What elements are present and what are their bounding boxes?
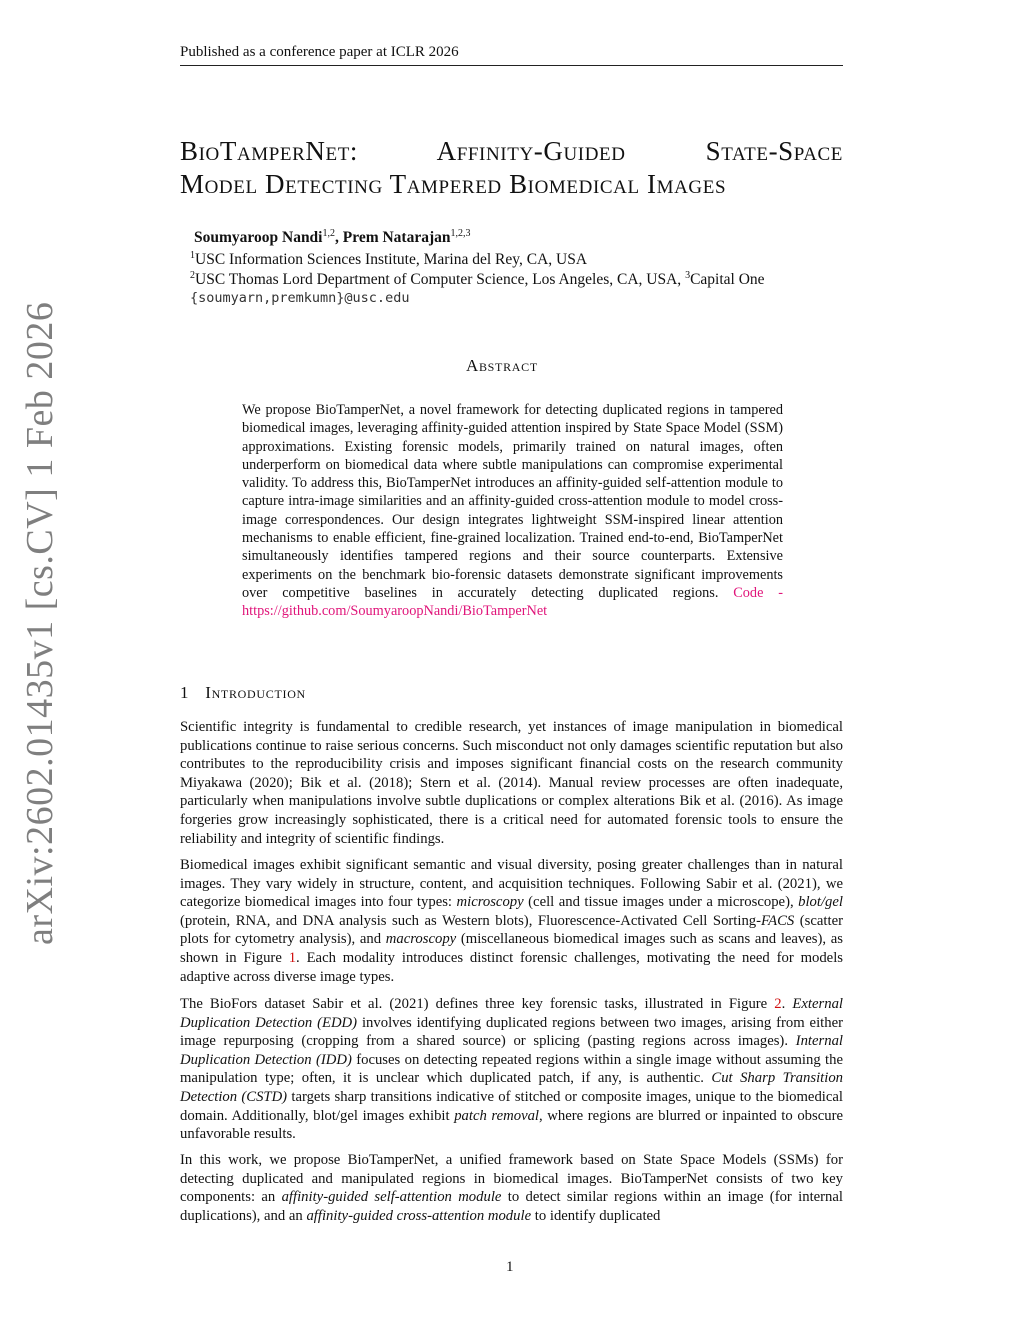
text-run: to identify duplicated (531, 1207, 661, 1224)
text-run: In this work, we propose BioTamperNet, a unified framework based on State Space Models (SSMs) for detecting duplicated and manipulated regions in biomedical images. BioTamperNet consists of two key components: an (180, 1152, 843, 1206)
italic-term: patch removal (454, 1107, 540, 1124)
running-header: Published as a conference paper at ICLR 2026 (180, 44, 459, 60)
author-email: {soumyarn,premkumn}@usc.edu (190, 290, 410, 306)
code-link[interactable]: Code - https://github.com/SoumyaroopNandi/BioTamperNet (242, 584, 783, 620)
abstract-text: We propose BioTamperNet, a novel framework for detecting duplicated regions in tampered biomedical images, leveraging affinity-guided attention inspired by State Space Model (SSM) approximations. Existing forensic models, primarily trained on natural images, often underperform on biomedical data where subtle manipulations can compromise experimental validity. To address this, BioTamperNet introduces an affinity-guided self-attention module to capture intra-image similarities and an affinity-guided cross-attention module to model cross-image correspondences. Our design integrates lightweight SSM-inspired linear attention mechanisms to enable efficient, fine-grained localization. Trained end-to-end, BioTamperNet simultaneously identifies tampered regions and their source counterparts. Extensive experiments on the benchmark bio-forensic datasets demonstrate significant improvements over competitive baselines in accurately detecting duplicated regions. (242, 402, 783, 601)
affiliation-mark: 2 (190, 270, 195, 281)
intro-paragraph-4 (180, 1151, 843, 1225)
section-title: Introduction (205, 683, 306, 702)
text-run: (cell and tissue images under a microscope), (523, 894, 799, 911)
text-run: Biomedical images exhibit significant semantic and visual diversity, posing greater challenges than in natural images. They vary widely in structure, content, and acquisition techniques. Following Sabir et al. (2021), we categorize biomedical images into four types: (180, 857, 843, 911)
italic-term: FACS (761, 912, 795, 929)
italic-term: affinity-guided cross-attention module (306, 1207, 532, 1224)
author-name: Prem Natarajan (342, 229, 451, 247)
paper-title-line-2: Model Detecting Tampered Biomedical Images (180, 169, 727, 199)
italic-term: affinity-guided self-attention module (281, 1189, 502, 1206)
text-run: to detect similar regions within an image (for internal duplications), and an (180, 1189, 844, 1224)
arxiv-identifier: arXiv:2602.01435v1 [cs.CV] 1 Feb 2026 (19, 301, 61, 945)
italic-term: Internal Duplication Detection (IDD) (180, 1033, 843, 1068)
italic-term: External Duplication Detection (EDD) (180, 996, 843, 1031)
text-run: . Each modality introduces distinct forensic challenges, motivating the need for models adaptive across diverse image types. (180, 949, 843, 985)
text-run: involves identifying duplicated regions between two images, arising from either image repurposing (cropping from a shared source) or splicing (pasting regions across images). (180, 1014, 843, 1050)
affiliation-mark: 1 (190, 250, 195, 261)
author-affiliation-mark: 1,2 (322, 228, 335, 239)
text-run: (miscellaneous biomedical images such as scans and leaves), as shown in Figure (180, 931, 843, 966)
italic-term: microscopy (456, 894, 524, 911)
italic-term: macroscopy (385, 931, 457, 948)
italic-term: blot/gel (798, 894, 843, 911)
text-run: The BioFors dataset Sabir et al. (2021) defines three key forensic tasks, illustrated in Figure (180, 996, 775, 1012)
affiliation-text: USC Information Sciences Institute, Marina del Rey, CA, USA (195, 251, 588, 269)
text-run: (scatter plots for cytometry analysis), and (180, 912, 843, 948)
paper-title-line-1: BioTamperNet: Affinity-Guided State-Space (180, 136, 843, 166)
intro-paragraph-3 (180, 995, 843, 1144)
section-heading-introduction (180, 683, 306, 703)
affiliation-1 (190, 250, 587, 269)
affiliation-text: Capital One (690, 271, 765, 289)
text-run: focuses on detecting repeated regions within a single image without assuming the manipulation type; often, it is unclear which duplicated patch, if any, is authentic. (180, 1051, 843, 1087)
intro-paragraph-1: Scientific integrity is fundamental to credible research, yet instances of image manipulation in biomedical publications continue to raise serious concerns. Such misconduct not only damages scientific reputation but also contributes to the reproducibility crisis and imposes significant financial costs on the research community Miyakawa (2020); Bik et al. (2018); Stern et al. (2014). Manual review processes are often inadequate, particularly when manipulations involve subtle duplications or complex alterations Bik et al. (2016). As image forgeries grow increasingly sophisticated, there is a critical need for automated forensic tools to ensure the reliability and integrity of scientific findings. (180, 719, 843, 847)
figure-reference-link[interactable]: 2 (774, 996, 782, 1012)
figure-reference-link[interactable]: 1 (288, 949, 297, 966)
affiliation-text: USC Thomas Lord Department of Computer Science, Los Angeles, CA, USA, (195, 271, 686, 289)
abstract-heading: Abstract (466, 356, 538, 375)
author-affiliation-mark: 1,2,3 (450, 228, 471, 239)
text-run: (protein, RNA, and DNA analysis such as Western blots), Fluorescence-Activated Cell Sorting- (180, 912, 762, 929)
author-list: Soumyaroop Nandi$^{1,2}$, Prem Natarajan$^{1,2,3}$ (194, 228, 471, 247)
affiliation-2 (190, 270, 765, 289)
abstract-body (242, 401, 783, 621)
italic-term: Cut Sharp Transition Detection (CSTD) (180, 1070, 844, 1105)
header-rule (180, 65, 843, 66)
text-run: targets sharp transitions indicative of stitched or composite images, unique to the biomedical domain. Additionally, blot/gel images exhibit (180, 1088, 843, 1124)
page-number: 1 (506, 1259, 514, 1275)
intro-paragraph-2 (180, 856, 843, 986)
affiliation-mark: 3 (685, 270, 691, 281)
author-name: Soumyaroop Nandi (194, 229, 323, 247)
section-number: 1 (180, 683, 190, 702)
text-run: . (781, 996, 793, 1012)
text-run: , where regions are blurred or inpainted to obscure unfavorable results. (180, 1107, 843, 1143)
